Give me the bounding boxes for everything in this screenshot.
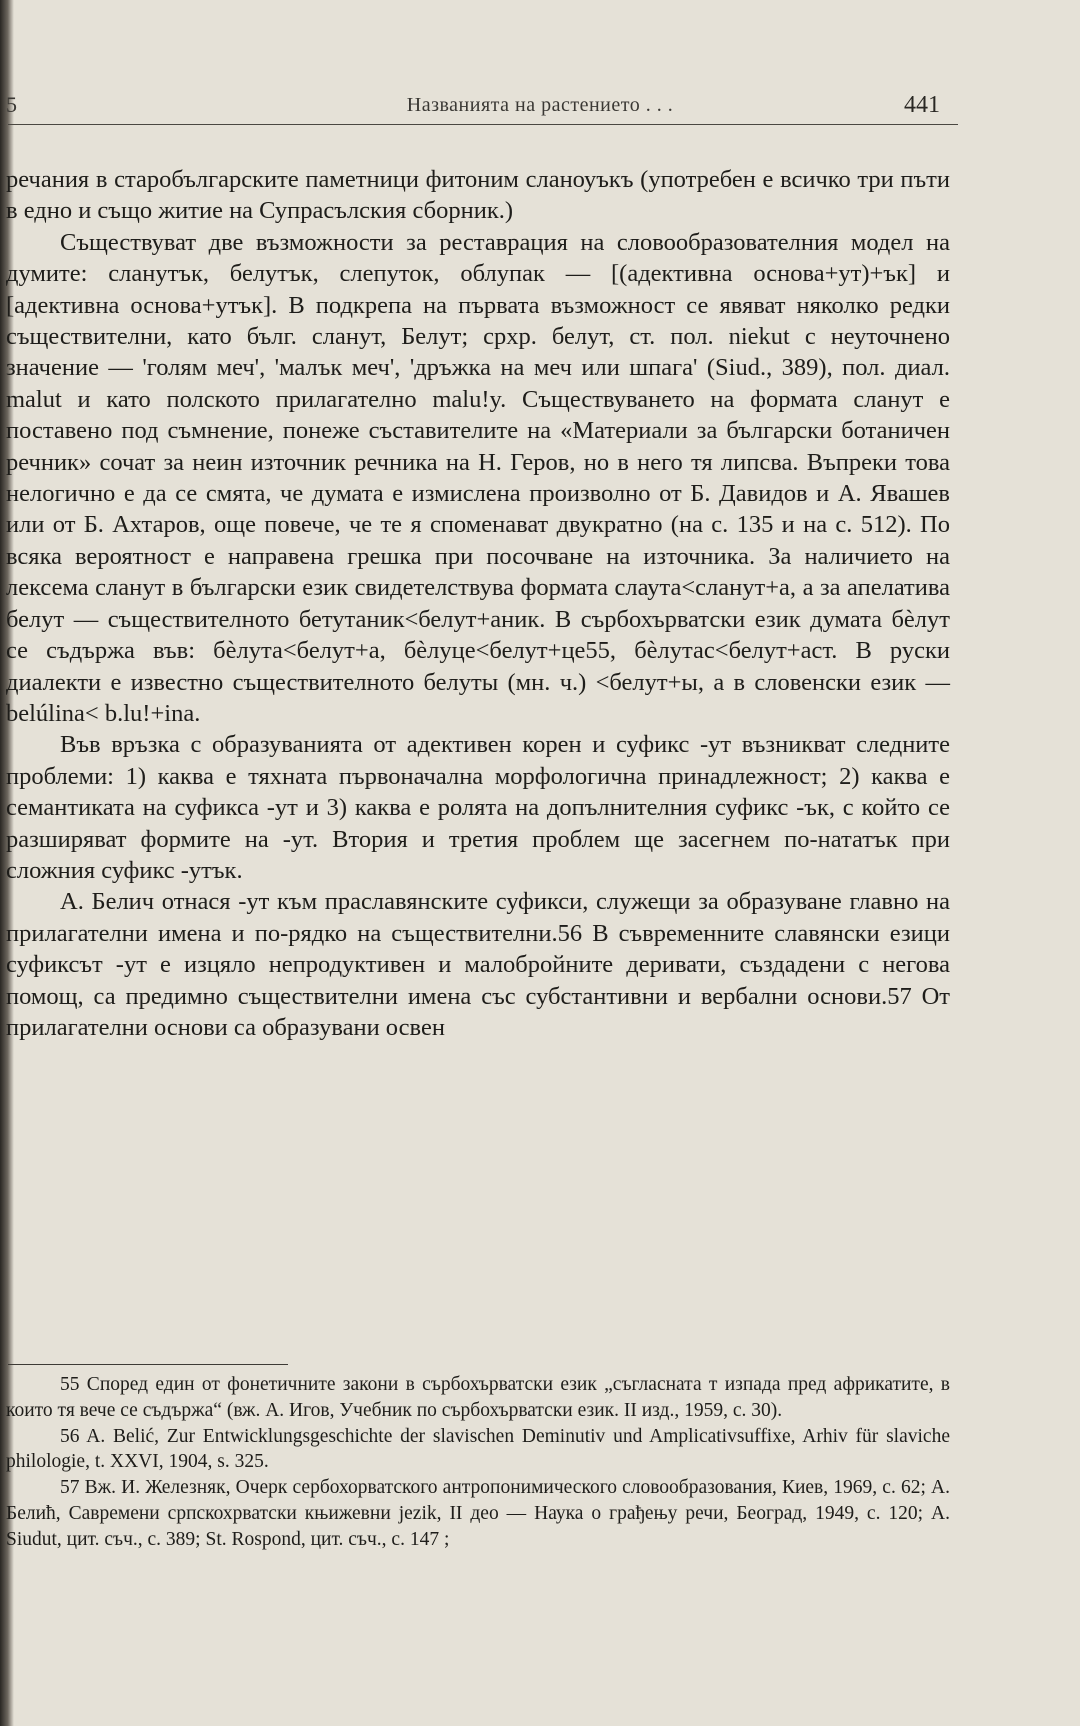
- header-rule: [8, 124, 958, 125]
- running-title: Названията на растението . . .: [406, 94, 674, 116]
- footnote-rule: [8, 1364, 288, 1365]
- footnote-57: 57 Вж. И. Железняк, Очерк сербохорватского антропонимического словообразования, Киев, 1969, с. 62; А. Белиħ, Савремени српскохрватски књижевни jezik, II део — Наука о грађењу речи, Београд, 1949, с. 120; A. Siudut, цит. съч., с. 389; St. Rospond, цит. съч., с. 147 ;: [6, 1477, 950, 1550]
- page-header: [0, 92, 1080, 126]
- footnote-55: 55 Според един от фонетичните закони в сърбохърватски език „съгласната т изпада пред африкатите, в които тя вече се съдържа“ (вж. А. Игов, Учебник по сърбохърватски език. II изд., 1959, с. 30).: [6, 1374, 950, 1421]
- paragraph-1: речания в старобългарските паметници фитоним сланоуъкъ (употребен е всичко три пъти в едно и също житие на Супрасълския сборник.): [6, 166, 950, 225]
- paragraph-4: А. Белич отнася -ут към праславянските суфикси, служещи за образуване главно на прилагателни имена и по-рядко на съществителни.56 В съвременните славянски езици суфиксът -ут е изцяло непродуктивен и малобройните деривати, създадени с негова помощ, са предимно съществителни имена със субстантивни и вербални основи.57 От прилагателни основи са образувани освен: [6, 888, 950, 1041]
- footnotes: [6, 1372, 950, 1553]
- paragraph-2: Съществуват две възможности за реставрация на словообразователния модел на думите: сланутък, белутък, слепуток, облупак — [(адективна основа+ут)+ък] и [адективна основа+утък]. В подкрепа на първата възможност се явяват няколко редки съществителни, като бълг. сланут, Белут; срхр. белут, ст. пол. niekut с неуточнено значение — 'голям меч', 'малък меч', 'дръжка на меч или шпага' (Siud., 389), пол. диал. malut и като полското прилагателно malu!y. Съществуването на формата сланут е поставено под съмнение, понеже съставителите на «Материали за български ботаничен речник» сочат за неин източник речника на Н. Геров, но в него тя липсва. Въпреки това нелогично е да се смята, че думата е измислена произволно от Б. Давидов и А. Явашев или от Б. Ахтаров, още повече, че те я споменават двукратно (на с. 135 и на с. 512). По всяка вероятност е направена грешка при посочване на източника. За наличието на лексема сланут в български език свидетелствува формата слаута<сланут+а, а за апелатива белут — съществителното бетутаник<белут+аник. В сърбохърватски език думата бѐлут се съдържа във: бѐлута<белут+а, бѐлуце<белут+це55, бѐлутас<белут+аст. В руски диалекти е известно съществителното белуты (мн. ч.) <белут+ы, а в словенски език — belúlina< b.lu!+ina.: [6, 228, 950, 727]
- page-number: 441: [904, 92, 940, 118]
- body-text: [6, 164, 950, 1043]
- paragraph-3: Във връзка с образуванията от адективен корен и суфикс -ут възникват следните проблеми: 1) каква е тяхната първоначална морфологична принадлежност; 2) каква е семантиката на суфикса -ут и 3) каква е ролята на допълнителния суфикс -ък, с който се разширяват формите на -ут. Втория и третия проблем ще засегнем по-нататък при сложния суфикс -утък.: [6, 731, 950, 884]
- left-page-fragment: 5: [6, 92, 17, 117]
- footnote-56: 56 A. Belić, Zur Entwicklungsgeschichte der slavischen Deminutiv und Amplicativsuffixe, Arhiv für slaviche philologie, t. XXVI, 1904, s. 325.: [6, 1425, 950, 1473]
